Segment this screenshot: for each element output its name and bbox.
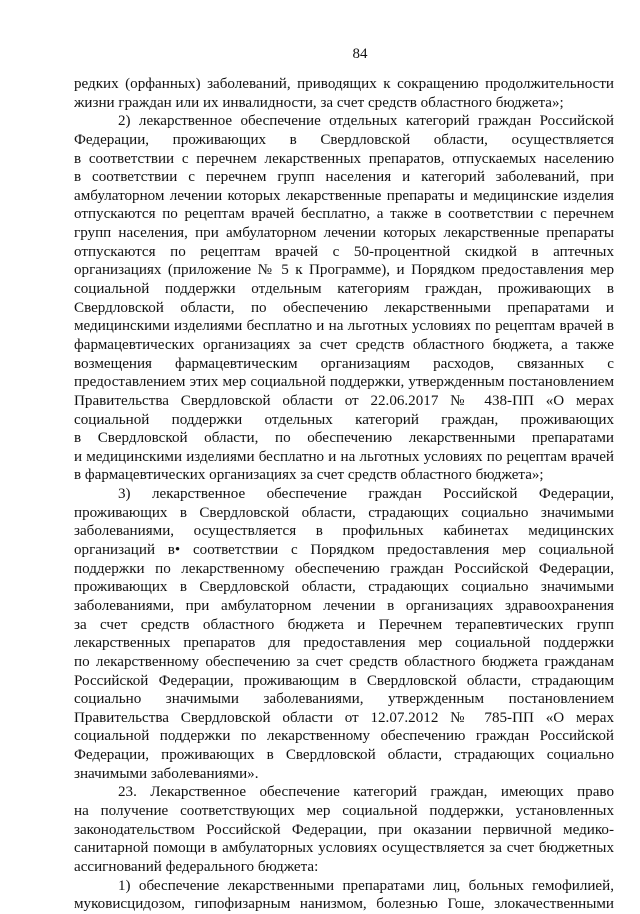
text-line: лекарственных препаратов для предоставления мер социальной поддержки: [74, 635, 614, 652]
text-line: Федерации, проживающих в Свердловской области, осуществляется: [74, 131, 614, 148]
text-line: Свердловской области, по обеспечению лекарственными препаратами и: [74, 299, 614, 316]
text-line: редких (орфанных) заболеваний, приводящих к сокращению продолжительности: [74, 76, 614, 92]
text-line: Правительства Свердловской области от 12.07.2012 № 785-ПП «О мерах: [74, 709, 614, 726]
text-line: по лекарственному обеспечению за счет средств областного бюджета гражданам: [74, 653, 614, 670]
text-line: в Свердловской области, по обеспечению лекарственными препаратами: [74, 430, 614, 447]
text-line: проживающих в Свердловской области, страдающих социально значимыми: [74, 504, 614, 521]
text-line: Правительства Свердловской области от 22.06.2017 № 438-ПП «О мерах: [74, 392, 614, 409]
text-line: ассигнований федерального бюджета:: [74, 858, 319, 875]
text-line: муковисцидозом, гипофизарным нанизмом, болезнью Гоше, злокачественными: [74, 896, 614, 913]
text-line: на получение соответствующих мер социальной поддержки, установленных: [74, 802, 614, 819]
text-line: значимыми заболеваниями».: [74, 765, 259, 782]
text-line: санитарной помощи в амбулаторных условиях осуществляется за счет бюджетных: [74, 840, 614, 857]
text-line: Российской Федерации, проживающим в Свердловской области, страдающим: [74, 672, 614, 689]
text-line: законодательством Российской Федерации, при оказании первичной медико-: [74, 821, 614, 838]
document-body: [74, 75, 614, 914]
text-line: проживающих в Свердловской области, страдающих социально значимыми: [74, 579, 614, 596]
text-line: в фармацевтических организациях за счет средств областного бюджета»;: [74, 467, 544, 484]
text-line: 2) лекарственное обеспечение отдельных категорий граждан Российской: [118, 113, 614, 130]
text-line: медицинскими изделиями бесплатно и на льготных условиях по рецептам врачей в: [74, 318, 614, 335]
text-line: 23. Лекарственное обеспечение категорий граждан, имеющих право: [118, 784, 614, 801]
text-line: социальной поддержки отдельным категориям граждан, проживающих в: [74, 281, 614, 298]
text-line: организациях (приложение № 5 к Программе), и Порядком предоставления мер: [74, 262, 614, 279]
text-line: заболеваниями, при амбулаторном лечении в организациях здравоохранения: [74, 597, 614, 614]
text-line: Федерации, проживающих в Свердловской области, страдающих социально: [74, 747, 614, 764]
text-line: поддержки по лекарственному обеспечению граждан Российской Федерации,: [74, 560, 614, 577]
text-line: возмещения фармацевтическим организациям расходов, связанных с: [74, 355, 614, 372]
text-line: 3) лекарственное обеспечение граждан Российской Федерации,: [118, 486, 614, 503]
text-line: амбулаторном лечении которых лекарственные препараты и медицинские изделия: [74, 187, 614, 204]
text-line: заболеваниями, осуществляется в профильных кабинетах медицинских: [74, 523, 614, 540]
text-line: в соответствии с перечнем групп населения и категорий заболеваний, при: [74, 169, 614, 186]
text-line: групп населения, при амбулаторном лечении которых лекарственные препараты: [74, 225, 614, 242]
text-line: социальной поддержки отдельных категорий граждан, проживающих: [74, 411, 614, 428]
text-line: отпускаются по рецептам врачей с 50-процентной скидкой в аптечных: [74, 243, 614, 260]
text-line: отпускаются по рецептам врачей бесплатно, а также в соответствии с перечнем: [74, 206, 614, 223]
text-line: предоставлением этих мер социальной поддержки, утвержденным постановлением: [74, 374, 614, 391]
text-line: социально значимыми заболеваниями, утвержденным постановлением: [74, 691, 614, 708]
text-line: жизни граждан или их инвалидности, за счет средств областного бюджета»;: [74, 94, 564, 111]
page-number: 84: [352, 46, 368, 62]
text-line: организаций в• соответствии с Порядком предоставления мер социальной: [74, 542, 614, 559]
text-line: и медицинскими изделиями бесплатно и на льготных условиях по рецептам врачей: [74, 448, 614, 465]
text-line: фармацевтических организациях за счет средств областного бюджета, а также: [74, 336, 614, 353]
text-line: за счет средств областного бюджета и Перечнем терапевтических групп: [74, 616, 614, 633]
text-line: в соответствии с перечнем лекарственных препаратов, отпускаемых населению: [74, 150, 614, 167]
text-line: 1) обеспечение лекарственными препаратами лиц, больных гемофилией,: [118, 877, 614, 894]
text-line: социальной поддержки по лекарственному обеспечению граждан Российской: [74, 728, 614, 745]
